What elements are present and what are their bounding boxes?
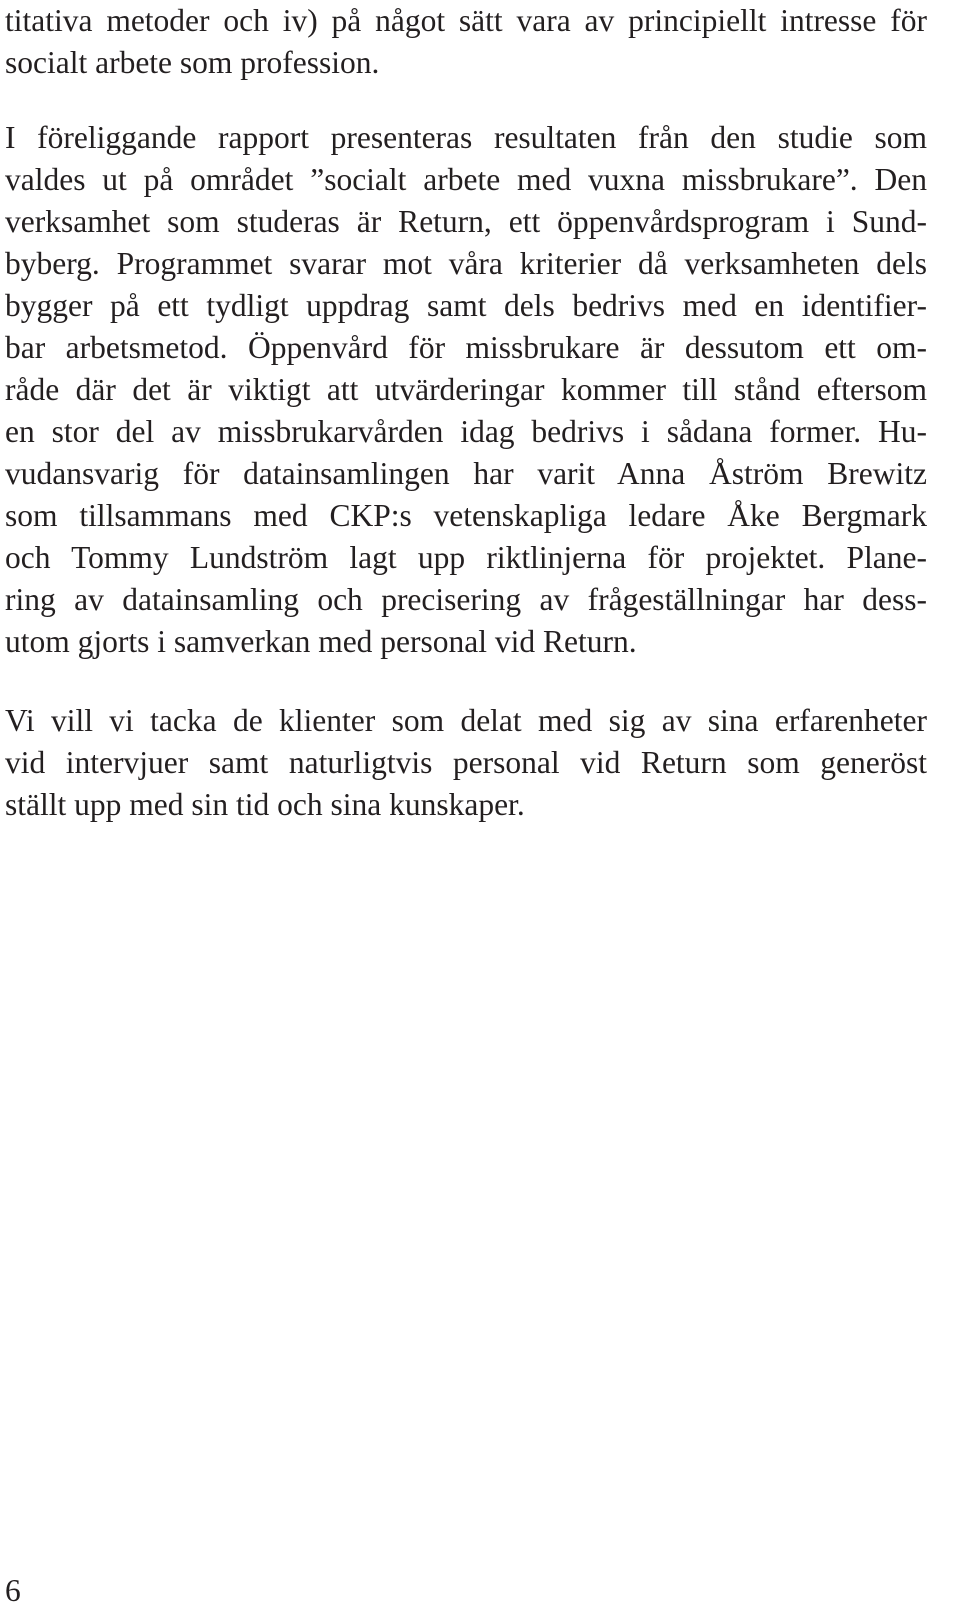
text-line: titativa metoder och iv) på något sätt vara av principiellt intresse för bbox=[5, 3, 927, 38]
text-line: verksamhet som studeras är Return, ett öppenvårdsprogram i Sund- bbox=[5, 204, 927, 239]
text-line: Vi vill vi tacka de klienter som delat med sig av sina erfarenheter bbox=[5, 703, 927, 738]
paragraph-2 bbox=[5, 117, 927, 663]
text-line: och Tommy Lundström lagt upp riktlinjerna för projektet. Plane- bbox=[5, 540, 927, 575]
text-line: råde där det är viktigt att utvärderingar kommer till stånd eftersom bbox=[5, 372, 927, 407]
text-line: bar arbetsmetod. Öppenvård för missbrukare är dessutom ett om- bbox=[5, 330, 927, 365]
text-line: ring av datainsamling och precisering av frågeställningar har dess- bbox=[5, 582, 927, 617]
paragraph-1 bbox=[5, 0, 927, 84]
text-line: byberg. Programmet svarar mot våra kriterier då verksamheten dels bbox=[5, 246, 927, 281]
text-line: vid intervjuer samt naturligtvis personal vid Return som generöst bbox=[5, 745, 927, 780]
text-line: utom gjorts i samverkan med personal vid Return. bbox=[5, 624, 637, 659]
text-line: valdes ut på området ”socialt arbete med vuxna missbrukare”. Den bbox=[5, 162, 927, 197]
text-line: socialt arbete som profession. bbox=[5, 45, 380, 80]
text-line: I föreliggande rapport presenteras resultaten från den studie som bbox=[5, 120, 927, 155]
text-line: ställt upp med sin tid och sina kunskaper. bbox=[5, 787, 525, 822]
paragraph-3 bbox=[5, 700, 927, 826]
page-number: 6 bbox=[5, 1573, 21, 1608]
text-line: en stor del av missbrukarvården idag bedrivs i sådana former. Hu- bbox=[5, 414, 927, 449]
text-line: vudansvarig för datainsamlingen har varit Anna Åström Brewitz bbox=[5, 456, 927, 491]
text-line: som tillsammans med CKP:s vetenskapliga ledare Åke Bergmark bbox=[5, 498, 927, 533]
text-line: bygger på ett tydligt uppdrag samt dels bedrivs med en identifier- bbox=[5, 288, 927, 323]
